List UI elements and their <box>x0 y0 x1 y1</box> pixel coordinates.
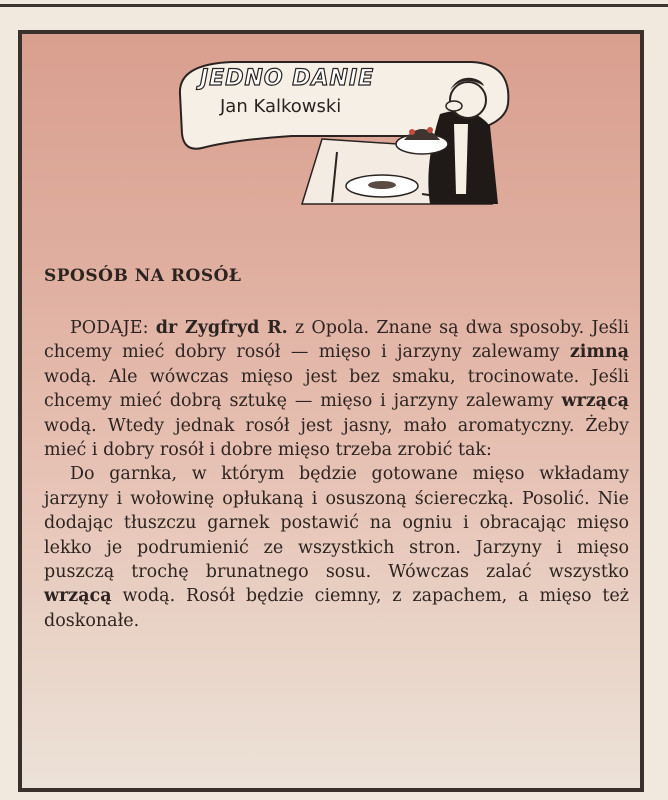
text-run: wodą. Wtedy jednak rosół jest jasny, mało aromatyczny. Żeby mieć i dobry rosół i dobre mięso trzeba zrobić tak: <box>44 415 629 461</box>
paragraph-1 <box>44 316 629 462</box>
text-run: z Opola. Znane są dwa sposoby. Jeśli chcemy mieć dobry rosół — mięso i jarzyny zalewamy <box>44 318 629 363</box>
article-headline: SPOSÓB NA ROSÓŁ <box>44 266 242 286</box>
column-series-title: JEDNO DANIE <box>200 66 375 91</box>
column-author: Jan Kalkowski <box>220 96 342 117</box>
emphasis-cold: zimną <box>569 342 629 363</box>
article-frame <box>18 30 644 792</box>
top-rule <box>0 4 668 7</box>
column-header-illustration <box>172 54 522 214</box>
author-name: dr Zygfryd R. <box>155 318 288 338</box>
paragraph-2 <box>44 462 629 633</box>
text-run: wodą. Ale wówczas mięso jest bez smaku, trocinowate. Jeśli chcemy mieć dobrą sztukę — mięso i jarzyny zalewamy <box>44 366 629 412</box>
article-body <box>44 316 629 633</box>
text-run: Do garnka, w którym będzie gotowane mięso wkładamy jarzyny i wołowinę opłukaną i osuszoną ściereczką. Posolić. Nie dodając tłuszczu garnek postawić na ogniu i obracając mięso lekko je podrumienić ze wszystkich stron. Jarzyny i mięso puszczą trochę brunatnego sosu. Wówczas zalać wszystko <box>44 464 629 583</box>
text-run: PODAJE: <box>70 318 156 338</box>
emphasis-boiling: wrzącą <box>44 586 112 607</box>
emphasis-boiling: wrzącą <box>561 391 629 412</box>
text-run: wodą. Rosół będzie ciemny, z zapachem, a mięso też doskonałe. <box>44 586 629 631</box>
